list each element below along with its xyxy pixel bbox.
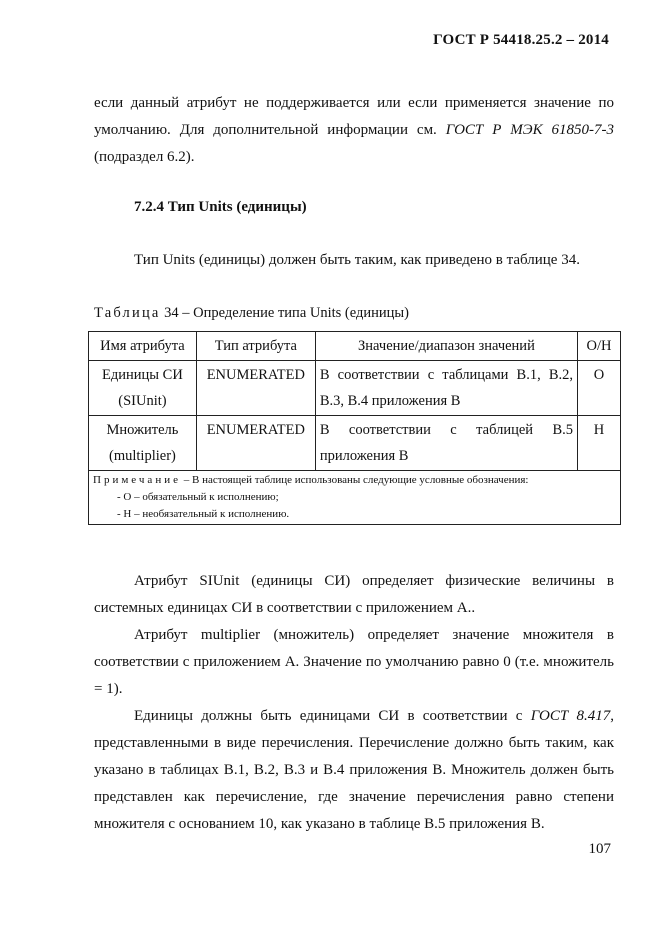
top-paragraph bbox=[94, 90, 614, 171]
note-item: - Н – необязательный к исполнению. bbox=[117, 508, 290, 520]
table-caption-label: Таблица bbox=[94, 305, 161, 321]
paragraph-units-text-2: , представленными в виде перечисления. Перечисление должно быть таким, как указано в таблицах В.1, В.2, В.3 и В.4 приложения В. Множитель должен быть представлен как перечисление, где значение перечисления равно степени множителя с основанием 10, как указано в таблице В.5 приложения В. bbox=[94, 708, 614, 832]
document-header: ГОСТ Р 54418.25.2 – 2014 bbox=[433, 32, 609, 48]
table-header-row bbox=[89, 332, 621, 361]
table-note bbox=[89, 471, 621, 525]
section-intro: Тип Units (единицы) должен быть таким, как приведено в таблице 34. bbox=[134, 252, 580, 268]
value-range-cell: В соответствии с таблицей В.5 приложения В bbox=[315, 416, 577, 471]
column-header: Тип атрибута bbox=[196, 332, 315, 361]
table-caption-text: 34 – Определение типа Units (единицы) bbox=[160, 305, 409, 321]
standard-reference: ГОСТ 8.417 bbox=[530, 708, 611, 724]
top-paragraph-text-1: если данный атрибут не поддерживается или если применяется значение по умолчанию. Для дополнительной информации см. bbox=[94, 95, 614, 138]
mandatory-cell: Н bbox=[578, 416, 621, 471]
attribute-name: Единицы СИ bbox=[102, 367, 183, 383]
attribute-name-cell bbox=[89, 416, 197, 471]
note-label: Примечание bbox=[93, 474, 181, 486]
note-text: – В настоящей таблице использованы следующие условные обозначения: bbox=[180, 474, 529, 486]
attribute-name: Множитель bbox=[106, 422, 179, 438]
units-definition-table bbox=[88, 331, 621, 525]
note-item: - О – обязательный к исполнению; bbox=[117, 491, 279, 503]
attribute-type-cell: ENUMERATED bbox=[196, 416, 315, 471]
attribute-name-en: (multiplier) bbox=[109, 448, 176, 464]
value-range-cell: В соответствии с таблицами В.1, В.2, В.3, В.4 приложения В bbox=[315, 361, 577, 416]
column-header: Имя атрибута bbox=[89, 332, 197, 361]
page-number: 107 bbox=[588, 841, 611, 857]
table-caption bbox=[94, 305, 409, 322]
paragraph-siunit: Атрибут SIUnit (единицы СИ) определяет физические величины в системных единицах СИ в соответствии с приложением А.. bbox=[94, 573, 614, 616]
body-text bbox=[94, 568, 614, 838]
attribute-type-cell: ENUMERATED bbox=[196, 361, 315, 416]
table-row bbox=[89, 416, 621, 471]
top-paragraph-text-2: (подраздел 6.2). bbox=[94, 149, 195, 165]
paragraph-multiplier: Атрибут multiplier (множитель) определяет значение множителя в соответствии с приложением А. Значение по умолчанию равно 0 (т.е. множитель = 1). bbox=[94, 627, 614, 697]
standard-reference: ГОСТ Р МЭК 61850-7-3 bbox=[445, 122, 614, 138]
mandatory-cell: О bbox=[578, 361, 621, 416]
table-row bbox=[89, 361, 621, 416]
table-note-row bbox=[89, 471, 621, 525]
section-heading: 7.2.4 Тип Units (единицы) bbox=[134, 199, 307, 215]
attribute-name-cell bbox=[89, 361, 197, 416]
column-header: Значение/диапазон значений bbox=[315, 332, 577, 361]
attribute-name-en: (SIUnit) bbox=[118, 393, 167, 409]
column-header: О/Н bbox=[578, 332, 621, 361]
paragraph-units bbox=[94, 703, 614, 838]
note-intro bbox=[93, 472, 616, 489]
paragraph-units-text-1: Единицы должны быть единицами СИ в соответствии с bbox=[134, 708, 531, 724]
